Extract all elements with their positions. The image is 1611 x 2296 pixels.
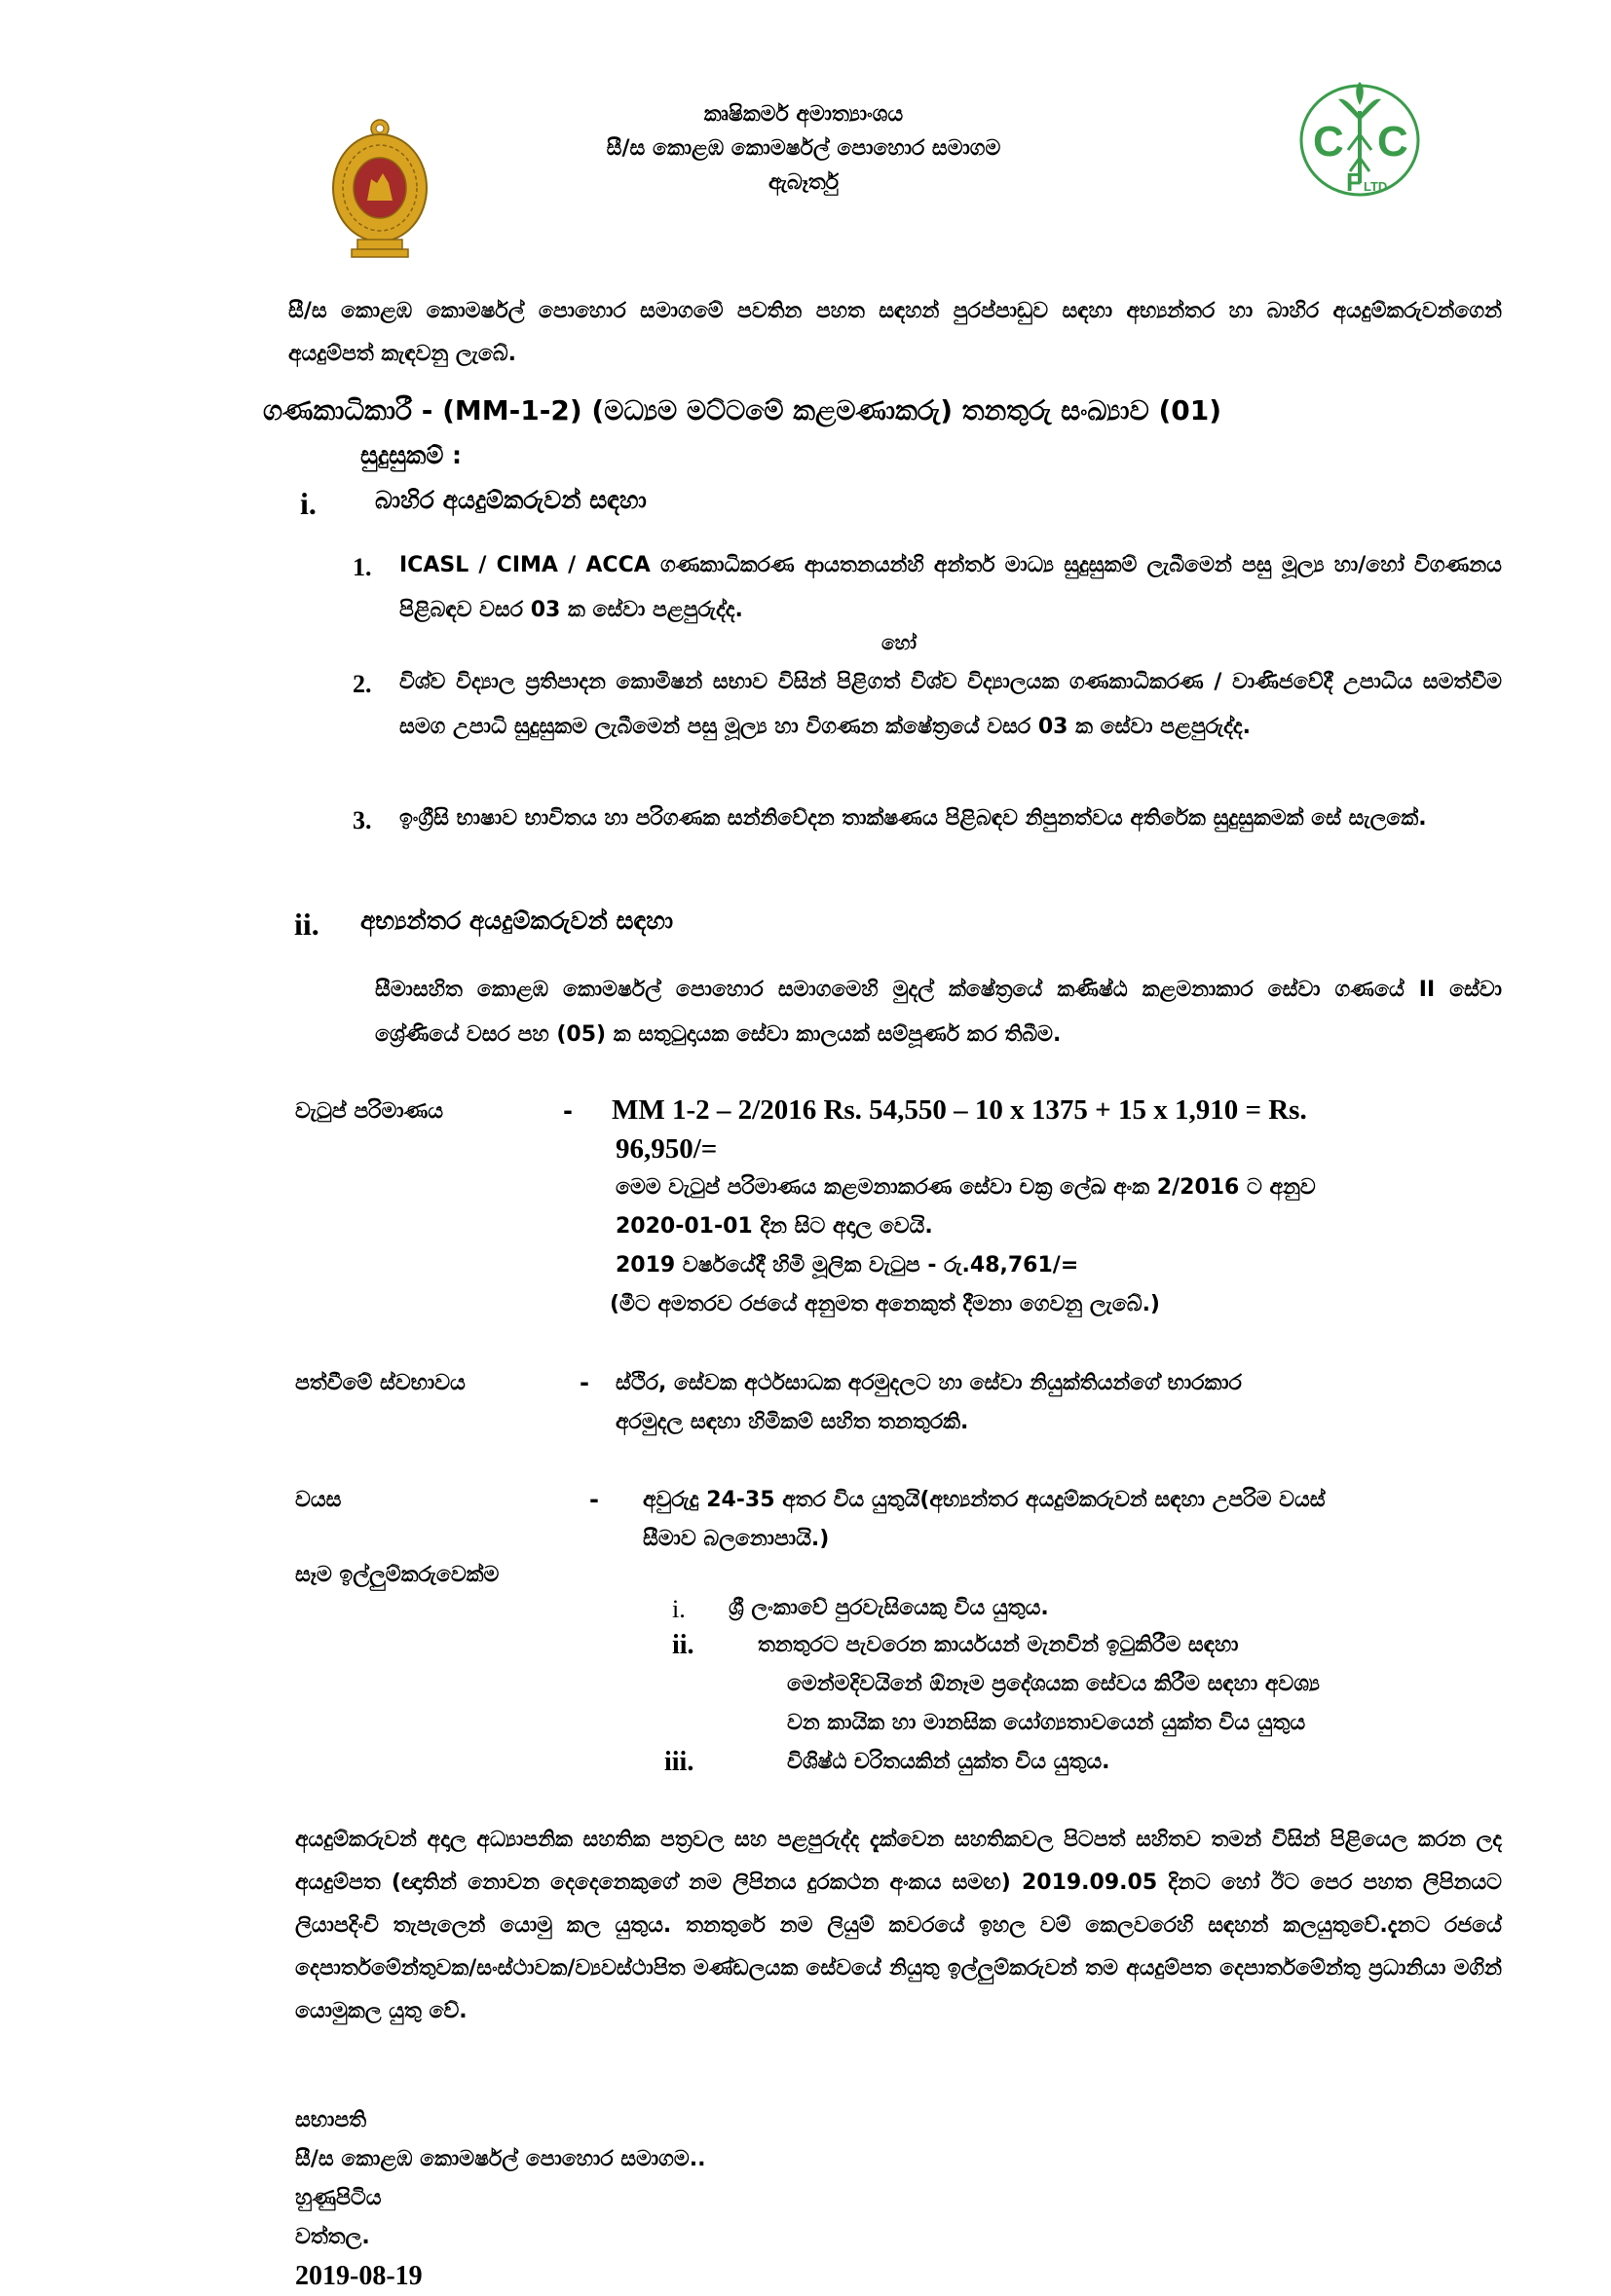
salary-note-3: 2019 වර්ෂයේදී හිමි මූලික වැටුප - රු.48,761/=	[616, 1253, 1079, 1278]
applicant-item-2-line-3: වන කායික හා මානසික යෝග්‍යතාවයෙන් යුක්ත විය යුතුය	[787, 1711, 1306, 1735]
appointment-dash: -	[580, 1369, 589, 1396]
appointment-label: පත්වීමේ ස්වභාවය	[295, 1371, 466, 1395]
logo-ltd: LTD	[1364, 179, 1388, 194]
logo-letter-c2: C	[1377, 118, 1408, 166]
applicant-item-3-number: iii.	[664, 1747, 694, 1777]
external-item-3-number: 3.	[353, 806, 372, 834]
external-heading: බාහිර අයදුම්කරුවන් සඳහා	[375, 486, 647, 514]
sri-lanka-emblem	[326, 115, 433, 261]
logo-letter-c1: C	[1313, 118, 1344, 166]
vacancies-title: ඇබෑර්තු	[768, 170, 840, 195]
every-applicant-label: සෑම ඉල්ලුම්කරුවෙක්ම	[295, 1563, 500, 1587]
internal-numeral: ii.	[294, 907, 319, 942]
age-line-1: අවුරුදු 24-35 අතර විය යුතුයි(අභ්‍යන්තර අයදුම්කරුවන් සඳහා උපරිම වයස්	[643, 1488, 1326, 1512]
salary-note-1: මෙම වැටුප් පරිමාණය කළමනාකරණ සේවා චක්‍ර ලේඛ අංක 2/2016 ට අනුව	[616, 1175, 1316, 1200]
internal-heading: අභ්‍යන්තර අයදුම්කරුවන් සඳහා	[360, 907, 674, 935]
logo-letter-f: F	[1346, 167, 1362, 197]
appointment-line-1: ස්ථිර, සේවක අර්ථසාධක අරමුදලට හා සේවා නියුක්තියන්ගේ භාරකාර	[616, 1371, 1242, 1395]
ccf-logo	[1295, 76, 1424, 201]
salary-dash: -	[563, 1097, 573, 1125]
header	[545, 97, 1062, 200]
signature-company: සී/ස කොළඹ කොමර්ෂල් පොහොර සමාගම..	[295, 2147, 706, 2171]
closing-paragraph: අයදුම්කරුවන් අදාල අධ්‍යාපනික සහතික පත්‍රවල සහ පළපුරුද්ද දැක්වෙන සහතිකවල පිටපත් සහිතව තමන් විසින් පිළියෙල කරන ලද අයදුම්පත (ඥාතින් නොවන දෙදෙනෙකුගේ නම ලිපිනය දුරකථන අංකය සමඟ) 2019.09.05 දිනට හෝ ඊට පෙර පහත ලිපිනයට ලියාපදිංචි තැපැලෙන් යොමු කල යුතුය. තනතුරේ නම ලියුම් කවරයේ ඉහල වම් කෙලවරෙහි සඳහන් කලයුතුවේ.දැනට රජයේ දෙපාර්තමේන්තුවක/සංස්ථාවක/ව්‍යවස්ථාපිත මණ්ඩලයක සේවයේ නියුතු ඉල්ලුම්කරුවන් තම අයදුම්පත දෙපාර්තමේන්තු ප්‍රධානියා මගින් යොමුකල යුතු වේ.	[295, 1828, 1502, 2023]
internal-paragraph: සීමාසහිත කොළඹ කොමර්ෂල් පොහොර සමාගමෙහි මුදල් ක්ෂේත්‍රයේ කණිෂ්ඨ කළමනාකාර සේවා ගණයේ II සේවා ශ්‍රේණියේ වසර පහ (05) ක සතුටුදායක සේවා කාලයක් සම්පූර්ණ කර තිබීම.	[375, 978, 1502, 1047]
applicant-item-2-line-1: තනතුරට පැවරෙන කාර්යයන් මැනවින් ඉටුකිරීම සඳහා	[758, 1633, 1239, 1657]
applicant-item-1-number: i.	[672, 1595, 686, 1623]
external-item-3: ඉංග්‍රීසි භාෂාව භාවිතය හා පරිගණක සන්නිවේදන තාක්ෂණය පිළිබඳව නිපුනත්වය අතිරේක සුදුසුකමක් සේ සැලකේ.	[399, 806, 1427, 831]
applicant-item-2-line-2: මෙන්මදිවයිනේ ඕනෑම ප්‍රදේශයක සේවය කිරීම සඳහා අවශ්‍ය	[787, 1672, 1320, 1696]
signature-title: සභාපති	[295, 2108, 367, 2132]
applicant-item-1: ශ්‍රී ලංකාවේ පුරවැසියෙකු විය යුතුය.	[729, 1596, 1049, 1620]
age-label: වයස	[295, 1488, 342, 1512]
salary-scale: MM 1-2 – 2/2016 Rs. 54,550 – 10 x 1375 + 15 x 1,910 = Rs.	[612, 1094, 1307, 1126]
salary-note-4: (මීට අමතරව රජයේ අනුමත අනෙකුත් දීමනා ගෙවනු ලැබේ.)	[610, 1292, 1160, 1316]
external-item-2-number: 2.	[353, 670, 372, 698]
intro-paragraph: සී/ස කොළඹ කොමර්ෂල් පොහොර සමාගමේ පවතින පහත සඳහන් පුරප්පාඩුව සඳහා අභ්‍යන්තර හා බාහිර අයදුම්කරුවන්ගෙන් අයදුම්පත් කැඳවනු ලැබේ.	[288, 299, 1502, 366]
external-item-2: විශ්ව විද්‍යාල ප්‍රතිපාදන කොමිෂන් සභාව විසින් පිළිගත් විශ්ව විද්‍යාලයක ගණකාධිකරණ / වාණිජවේදී උපාධිය සමත්වීම සමග උපාධි සුදුසුකම ලැබීමෙන් පසු මූල්‍ය හා විගණන ක්ෂේත්‍රයේ වසර 03 ක සේවා පළපුරුද්ද.	[399, 670, 1502, 739]
external-numeral: i.	[300, 486, 317, 521]
signature-block	[295, 2101, 705, 2296]
external-item-1: ICASL / CIMA / ACCA ගණකාධිකරණ ආයතනයන්හි අන්තර් මාධ්‍ය සුදුසුකම් ලැබීමෙන් පසු මූල්‍ය හා/හෝ විගණනය පිළිබඳව වසර 03 ක සේවා පළපුරුද්ද.	[399, 553, 1502, 622]
signature-city: වත්තල.	[295, 2225, 370, 2249]
applicant-item-3: විශිෂ්ඨ චරිතයකින් යුක්ත විය යුතුය.	[787, 1750, 1110, 1774]
ministry-name: කෘෂිකර්ම අමාත්‍යාංශය	[703, 102, 904, 127]
company-name: සී/ස කොළඹ කොමර්ෂල් පොහොර සමාගම	[606, 136, 1001, 161]
age-line-2: සීමාව බලනොපායි.)	[643, 1527, 830, 1551]
or-separator: හෝ	[881, 631, 917, 654]
applicant-item-2-number: ii.	[672, 1630, 694, 1660]
salary-note-2: 2020-01-01 දින සිට අදාල වෙයි.	[616, 1214, 933, 1239]
signature-date: 2019-08-19	[295, 2261, 423, 2291]
salary-label: වැටුප් පරිමාණය	[295, 1099, 444, 1124]
age-dash: -	[589, 1486, 599, 1513]
appointment-line-2: අරමුදල සඳහා හිමිකම් සහිත තනතුරකි.	[616, 1410, 969, 1434]
external-item-1-number: 1.	[353, 553, 372, 581]
salary-scale-end: 96,950/=	[616, 1133, 718, 1165]
post-title: ගණකාධිකාරී - (MM-1-2) (මධ්‍යම මට්ටමේ කළමණාකරු) තනතුරු සංඛ්‍යාව (01)	[263, 394, 1222, 426]
qualifications-label: සුදුසුකම් :	[360, 441, 463, 469]
signature-location: හුණුපිටිය	[295, 2186, 382, 2210]
